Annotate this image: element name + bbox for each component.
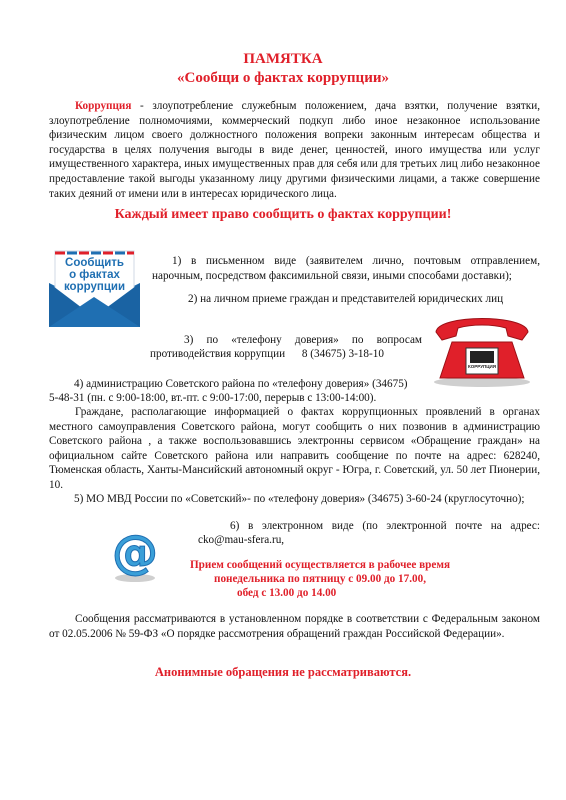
schedule-line-3: обед с 13.00 до 14.00 (237, 587, 337, 599)
envelope-text-2: о фактах (69, 269, 120, 281)
item-written: 1) в письменном виде (заявителем лично, почтовым отправлением, нарочным, посредством факсимильной связи, иными способами доставки); (152, 255, 540, 282)
phone-illustration (426, 306, 538, 388)
anonymous-notice: Анонимные обращения не рассматриваются. (154, 665, 412, 679)
definition-paragraph (49, 99, 540, 201)
schedule-line-1: Прием сообщений осуществляется в рабочее время (189, 559, 451, 571)
page-subtitle: «Сообщи о фактах коррупции» (177, 70, 389, 86)
law-paragraph: Сообщения рассматриваются в установленном порядке в соответствии с Федеральным законом от 02.05.2006 № 59-ФЗ «О порядке рассмотрения обращений граждан Российской Федерации». (49, 613, 540, 640)
telephone-icon (426, 306, 538, 388)
envelope-text-1: Сообщить (65, 257, 124, 269)
schedule-line-2: понедельника по пятницу с 09.00 до 17.00, (214, 573, 426, 585)
item-hotline-a: 3) по «телефону доверия» по вопросам (184, 334, 422, 346)
definition-term: Коррупция (75, 100, 132, 112)
email-address[interactable]: cko@mau-sfera.ru, (198, 534, 285, 546)
svg-text:@: @ (112, 525, 158, 579)
envelope-text-3: коррупции (63, 281, 126, 293)
item-hotline-b: противодействия коррупции 8 (34675) 3-18-10 (150, 348, 384, 360)
item-admin-b: 5-48-31 (пн. с 9:00-18:00, вт.-пт. с 9:00-17:00, перерыв с 13:00-14:00). (49, 392, 377, 404)
definition-text: - злоупотребление служебным положением, дача взятки, получение взятки, злоупотребление полномочиями, коммерческий подкуп либо иное незаконное использование физическим лицом своего должностного положения вопреки законным интересам общества и государства в целях получения выгоды в виде денег, ценностей, иного имущества или услуг имущественного характера, иных имущественных прав для себя или для третьих лиц либо незаконное предоставление такой выгоды указанному лицу другими физическими лицами, а также совершение таких деяний от имени или в интересах юридического лица. (49, 100, 540, 200)
at-sign-icon (110, 522, 160, 584)
item-police: 5) МО МВД России по «Советский»- по «телефону доверия» (34675) 3-60-24 (круглосуточно); (74, 493, 525, 505)
phone-badge: КОРРУПЦИЯ (468, 364, 496, 369)
email-illustration (110, 522, 160, 584)
envelope-illustration (47, 247, 142, 329)
page-title: ПАМЯТКА (243, 51, 323, 67)
item-email-a: 6) в электронном виде (по электронной почте на адрес: (230, 520, 540, 532)
item-personal: 2) на личном приеме граждан и представителей юридических лиц (188, 293, 504, 305)
citizens-paragraph: Граждане, располагающие информацией о фактах коррупционных проявлений в органах местного самоуправления Советского района, могут сообщить о них позвонив в администрацию Советского района , а также воспользовавшись электронны сервисом «Обращение граждан» на официальном сайте Советского района или направить сообщение по почте на адрес: 628240, Тюменская область, Ханты-Мансийский автономный округ - Югра, г. Советский, ул. 50 лет Пионерии, 10. (49, 406, 540, 491)
rights-heading: Каждый имеет право сообщить о фактах коррупции! (114, 207, 452, 222)
item-admin-a: 4) администрацию Советского района по «телефону доверия» (34675) (74, 378, 408, 390)
